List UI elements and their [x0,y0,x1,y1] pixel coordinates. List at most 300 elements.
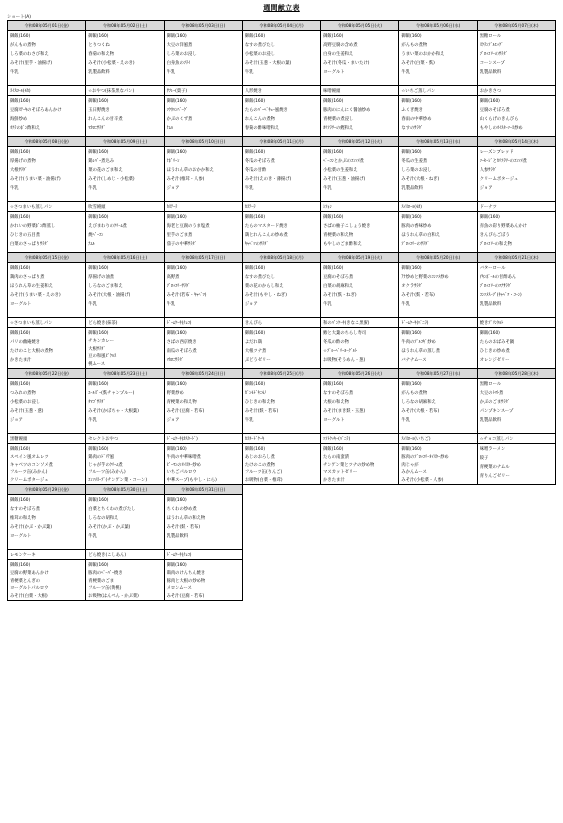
menu-item: 冬瓜の酢の物 [323,340,349,345]
day-date: 令和08年05月03日(日) [165,21,242,31]
menu-item: 乳製品飲料 [166,534,189,539]
menu-item: 青梗菜の和え物 [323,233,354,238]
snack-menu [165,550,242,560]
menu-item: 高野豆腐の含め煮 [323,43,358,48]
menu-item: 豚肉のﾌﾞﾛｯｺﾘｰｵｲｽﾀｰ炒め [401,454,449,460]
menu-item: ﾌﾞﾛｯｺﾘｰのﾂﾅｻﾗﾀﾞ [479,284,512,289]
menu-item: 小松菜のお浸し [10,400,41,405]
day-date: 令和08年05月15日(金) [8,253,85,263]
snack-menu [478,202,555,212]
day-date: 令和08年05月13日(水) [399,137,476,147]
menu-item: たらのﾊﾞｰﾍﾞｷｭｰ風焼き [244,108,288,113]
menu-item: 御飯(160) [166,447,187,452]
day-cell [478,369,556,485]
menu-item: 豆腐ｽﾃｰｷのそぼろあんかけ [10,108,62,113]
menu-item: ヨーグルト [10,302,32,307]
menu-item: なすの煮びたし [244,43,275,48]
menu-item: ジョア [479,186,493,191]
day-cell [478,137,556,253]
menu-item: ジョア [244,302,258,307]
menu-item: 御飯(160) [166,215,187,220]
menu-item: たらの南蛮漬 [323,454,349,460]
menu-item: ｶﾘﾌﾗﾜｰの鰹和え [323,126,354,131]
snack-menu [165,86,242,96]
menu-item: きんぴらごぼう [479,233,510,238]
day-date: 令和08年05月23日(土) [86,369,163,379]
menu-item: 牛乳 [323,302,332,307]
menu-item: 牛肉の中華味噌煮 [166,454,201,460]
snack-menu [8,86,85,96]
menu-item: 御飯(160) [166,382,187,387]
lunch-menu [8,147,85,202]
menu-item: 御飯(160) [244,331,265,336]
menu-item: 牛乳 [10,186,19,191]
menu-item: 御飯(160) [10,563,31,568]
snack-item: ☆さつまいも蒸しパン [10,204,53,210]
menu-item: みそ汁(玉葱・大根の葉) [244,61,292,66]
menu-item: 野菜炒め [166,391,184,396]
day-date: 令和08年05月31日(日) [165,485,242,495]
day-cell [86,137,164,253]
menu-item: 玉日野焼き [88,108,110,113]
menu-item: 鶏とれんこんの炒め煮 [244,233,288,238]
day-date: 令和08年05月06日(水) [399,21,476,31]
empty-cell [399,485,477,601]
menu-item: ほうれん草の和え物 [166,516,206,521]
menu-item: 黒糖ロール [479,382,502,387]
menu-item: 春菊の酢味噌和え [244,126,280,131]
menu-item: ｷｬﾍﾞﾂのｻﾗﾀﾞ [244,242,269,247]
lunch-menu [243,263,320,318]
menu-item: バターロール [479,266,506,271]
menu-item: がんもの煮物 [401,391,428,396]
dinner-menu [321,212,398,252]
lunch-menu [321,31,398,86]
snack-item: ｶｽﾃｰﾗ [244,204,256,210]
snack-item: ☆さつまいも蒸しパン [10,320,53,326]
menu-item: 御飯(160) [244,34,265,39]
menu-item: しろ菜のお浸し [401,168,432,173]
menu-item: みそ汁(かぶ・かぶ葉) [10,525,53,530]
menu-item: 春雨の中華炒め [401,117,432,122]
menu-item: みそ汁(かぼちゃ・大根葉) [88,409,139,414]
menu-item: 御飯(160) [166,34,187,39]
menu-item: 鶏肉のけんちん焼き [166,570,206,576]
menu-item: みそ汁(かぶ・かぶ葉) [88,525,131,530]
menu-item: なすのｻﾗﾀﾞ [401,126,423,131]
menu-item: 高野煮 [166,275,180,280]
menu-item: 白菜とちくわの煮びたし [88,507,136,512]
menu-item: 御飯(160) [88,498,109,503]
dinner-menu [321,328,398,368]
menu-item: スペイン風オムレツ [10,454,49,460]
dinner-menu [165,328,242,368]
day-date: 令和08年05月29日(金) [8,485,85,495]
lunch-menu [321,379,398,434]
snack-menu [478,318,555,328]
menu-item: マスカットゼリー [323,470,358,476]
menu-item: 牛乳 [88,534,97,539]
dinner-menu [8,560,85,600]
menu-item: みそ汁(冬瓜・まいたけ) [323,61,370,66]
snack-menu [8,202,85,212]
menu-item: がんもの煮物 [10,43,36,48]
menu-item: かぶのごまｻﾗﾀﾞ [479,400,510,405]
menu-item: 春菊の和え物 [88,52,115,57]
menu-item: 御飯(160) [244,447,265,452]
menu-item: フルーツ缶(みかん) [88,470,126,476]
day-date: 令和08年05月16日(土) [86,253,163,263]
snack-menu [321,318,398,328]
menu-item: 御飯(160) [88,99,109,104]
menu-item: ﾁｷﾝﾎﾞｰﾙの甘酢あん [479,275,517,280]
menu-item: 冬瓜の甘酢 [244,168,267,173]
menu-item: パンプキンスープ [479,409,514,414]
dinner-menu [478,328,555,368]
menu-item: 菜の花のからし和え [244,284,284,289]
menu-item: ｿｰｾｰｼﾞとｶﾘﾌﾗﾜｰのｺﾝｿﾒ煮 [479,159,527,164]
menu-item: ﾀﾏｺﾞｻﾗﾀﾞ [88,400,106,405]
menu-item: パリの幽庵焼き [10,340,41,345]
lunch-menu [399,31,476,86]
day-cell [399,253,477,369]
snack-menu [86,550,163,560]
menu-item: よだれ鶏 [244,340,263,345]
snack-item: ｽｲｽﾛｰﾙ(ﾓｶ) [401,204,422,210]
day-date: 令和08年05月26日(火) [321,369,398,379]
menu-item: 大豆の洋風煮 [166,43,193,48]
menu-item: 御飯(160) [401,447,422,452]
snack-item: おかきさつ [479,88,502,94]
menu-item: みそ汁(しめじ・小松菜) [88,177,135,182]
menu-item: 豚肉のにんにく醤油炒め [323,108,371,113]
menu-item: もやしのごま酢和え [323,242,362,247]
day-date: 令和08年05月12日(火) [321,137,398,147]
menu-item: とりつくね [88,43,110,48]
snack-menu [321,434,398,444]
day-cell [478,253,556,369]
menu-item: ｴｰﾙｽﾞｰ(麩チャンプルー) [88,391,135,396]
menu-item: 小松菜の生姜和え [323,168,358,173]
menu-item: なすの煮びたし [244,275,275,280]
menu-item: 青梗菜の煮浸し [323,117,354,122]
menu-item: 味噌ラーメン [479,447,506,452]
menu-item: ｶﾞﾝﾓﾄﾞｷﾆﾓﾉ [244,391,267,396]
menu-item: みそ汁(うまい菜・油揚げ) [10,177,61,182]
dinner-menu [86,560,163,600]
snack-menu [86,318,163,328]
menu-item: ヨーグルト [323,418,345,423]
lunch-menu [86,31,163,86]
snack-menu [321,86,398,96]
menu-item: みそ汁(白菜・麩) [401,61,435,66]
menu-item: 山くらげのきんぴら [479,117,519,122]
menu-item: 茄子の中華ｻﾗﾀﾞ [166,242,197,247]
menu-item: 豚肉のﾍﾟｰﾊﾟｰ焼き [88,570,123,576]
menu-item: 御飯(160) [10,382,31,387]
menu-item: 豆腐のそぼろ煮 [323,275,354,280]
lunch-menu [243,31,320,86]
menu-item: みそ汁(大根・油揚げ) [88,293,131,298]
snack-item: ｽｲｽﾛｰﾙ(いちご) [401,436,431,442]
lunch-menu [243,147,320,202]
dinner-menu [243,96,320,136]
menu-item: 御飯(160) [166,150,187,155]
menu-item: 御飯(160) [323,447,344,452]
menu-item: ｺﾝｿﾒｽｰﾌﾟ(ｷｬﾍﾞﾂ・ｺｰﾝ) [479,293,522,298]
menu-item: 御飯(160) [323,99,344,104]
menu-item: ﾅﾑﾙ [88,242,95,247]
menu-item: みそ汁(大根・ねぎ) [401,177,440,182]
lunch-menu [165,147,242,202]
menu-item: 椎茸の和え物 [10,516,36,521]
day-cell [86,253,164,369]
day-date: 令和08年05月30日(土) [86,485,163,495]
day-cell [243,137,321,253]
snack-item: 焼きﾌﾟﾘﾝﾀﾙﾄ [479,320,504,326]
menu-item: ひじきの和え物 [244,400,275,405]
menu-item: 御飯(160) [88,34,109,39]
snack-menu [478,86,555,96]
menu-item: 乳製品飲料 [479,418,502,423]
menu-item: 御飯(160) [401,150,422,155]
day-cell [321,137,399,253]
day-cell [399,369,477,485]
day-date: 令和08年05月25日(月) [243,369,320,379]
menu-item: 御飯(160) [323,382,344,387]
menu-item: みそ汁(豆腐・若布) [166,594,205,600]
day-cell [399,137,477,253]
dinner-menu [243,212,320,252]
day-date: 令和08年05月19日(火) [321,253,398,263]
menu-item: ふくぎ焼き [401,108,423,113]
menu-item: 牛乳 [166,70,176,75]
empty-cell [478,485,556,601]
menu-item: 牛乳 [401,70,411,75]
menu-item: れんこんの煮物 [244,117,275,122]
snack-menu [165,434,242,444]
lunch-menu [86,379,163,434]
snack-item: セレクトおやつ [88,436,119,442]
menu-item: お吸物(白菜・椎茸) [244,478,283,484]
menu-item: バナナムース [401,358,427,363]
day-cell [165,369,243,485]
snack-item: 人形焼き [244,88,263,94]
menu-item: 青りんごゼリー [479,474,510,479]
menu-item: 青梗菜の和え物 [166,400,197,405]
menu-item: 御飯(160) [10,447,31,452]
snack-item: レモンケーキ [10,552,36,558]
snack-menu [8,318,85,328]
day-date: 令和08年05月05日(火) [321,21,398,31]
menu-item: ｺﾝｿﾒｽｰﾌﾟ(チンゲン菜・コーン) [88,478,148,484]
snack-menu [165,202,242,212]
lunch-menu [478,379,555,434]
menu-item: れんこんの甘辛煮 [88,117,123,122]
menu-item: みそ汁(玉葱・油揚げ) [323,177,366,182]
snack-item: 吹雪饅頭 [88,204,106,210]
menu-item: 牛乳 [401,302,411,307]
lunch-menu [86,147,163,202]
menu-item: 牛乳 [10,70,19,75]
menu-item: さばの柚子こしょう焼き [323,224,371,229]
menu-item: 御飯(160) [10,266,31,271]
snack-menu [8,434,85,444]
dinner-menu [478,96,555,136]
snack-item: 和のﾊﾟﾝｹｰｷ(きなこ黒蜜) [323,320,370,326]
lunch-menu [478,263,555,318]
dinner-menu [8,212,85,252]
menu-item: 牛乳 [88,186,97,191]
menu-item: 豆の和風ﾋﾟｸﾙｽ [88,354,117,360]
snack-menu [86,434,163,444]
day-cell [165,137,243,253]
menu-item: 冬瓜のそぼろ煮 [244,159,275,164]
snack-item: どら焼き(抹茶) [88,320,118,326]
menu-item: みそ汁(麩・若布) [401,293,435,298]
menu-item: たらのマスタード焼き [244,224,288,229]
menu-item: コーンスープ [479,61,505,66]
menu-item: 御飯(160) [166,498,187,503]
menu-item: みそ汁(麩・ねぎ) [323,293,357,298]
menu-item: 菜の花のごま和え [88,168,123,173]
dinner-menu [86,96,163,136]
day-cell [86,485,164,601]
dinner-menu [165,444,242,484]
snack-menu [243,318,320,328]
menu-item: ｵｸﾗのﾎﾞﾝ酢和え [10,126,41,131]
menu-item: しろ菜のお浸し [166,52,197,57]
lunch-menu [165,495,242,550]
menu-item: ﾅﾎﾟﾘｰﾝ [166,159,180,164]
dinner-menu [399,96,476,136]
menu-item: 厚揚げの油煮 [88,275,115,280]
menu-item: つみれの煮物 [10,391,36,396]
snack-item: ドーナツ [479,204,497,210]
day-date: 令和08年05月24日(日) [165,369,242,379]
menu-item: 御飯(160) [88,266,109,271]
menu-item: 牛肉のﾌﾟﾙｺｷﾞ炒め [401,340,436,345]
menu-item: 牛乳 [244,418,254,423]
day-date: 令和08年05月11日(月) [243,137,320,147]
lunch-menu [8,379,85,434]
menu-item: ﾋﾟｰﾏﾝのｵｲｽﾀｰ炒め [166,462,201,468]
menu-item: 青梗菜とんぎの [10,578,41,584]
menu-item: えびまわりのｸﾘｰﾑ煮 [88,224,127,229]
menu-item: みそ汁(大根・若布) [401,409,440,414]
dinner-menu [321,96,398,136]
menu-item: 海鮮炒め [10,117,28,122]
menu-item: たけのこの煮物 [244,462,275,468]
day-cell [165,485,243,601]
menu-item: みそ汁(小松菜・人参) [401,478,444,484]
menu-item: 御飯(160) [10,331,31,336]
menu-item: フルーツ缶(りんご) [244,470,283,476]
day-cell [321,21,399,137]
snack-item: ｶｽﾃｰﾗ [166,204,178,210]
menu-item: 牛乳 [88,418,97,423]
menu-item: 大根の和え物 [323,400,349,405]
menu-item: 御飯(160) [10,215,31,220]
menu-item: ﾅﾑﾙ [166,126,174,131]
menu-item: みそ汁(麩・若布) [166,525,200,530]
day-cell [399,21,477,137]
snack-item: 黒糖饅頭 [10,436,28,442]
dinner-menu [8,96,85,136]
snack-item: ﾄﾞｰﾑｹｰｷ(ﾁｮｺ) [166,320,192,326]
menu-item: 御飯(160) [166,563,187,568]
day-cell [243,21,321,137]
menu-item: ﾏｶﾛﾆｻﾗﾀﾞ [166,358,184,363]
menu-item: 御飯(160) [479,215,500,220]
menu-item: お吸物(そうめん・葱) [323,358,366,363]
menu-item: かぶのくず煮 [166,117,193,122]
dinner-menu [243,444,320,484]
menu-item: 御飯(160) [244,99,265,104]
menu-item: ほうれん草の蒸し煮 [401,349,441,354]
snack-item: ｽｲｽﾛｰﾙ(ﾓｶ) [10,88,31,94]
menu-item: たらのおばみそ鍋 [479,340,515,345]
menu-item: 御飯(160) [88,331,109,336]
day-date: 令和08年05月22日(金) [8,369,85,379]
lunch-menu [321,147,398,202]
menu-item: ひじきの五目煮 [10,233,41,238]
snack-menu [399,318,476,328]
menu-item: 乳製品飲料 [88,70,110,75]
menu-item: 鶏肉のさっぱり煮 [10,275,45,280]
menu-item: 御飯(160) [166,266,187,271]
menu-item: しろなの胡和え [88,516,119,521]
menu-group-label: ショート(A) [7,15,31,20]
menu-item: 御飯(160) [244,266,265,271]
lunch-menu [165,263,242,318]
menu-item: ﾌﾞﾛｯｺﾘｰｻﾗﾀﾞ [166,284,191,289]
menu-item: キャベツのコンソメ煮 [10,462,53,468]
snack-menu [243,202,320,212]
menu-item: いちごパルロウ [166,470,197,476]
snack-menu [399,86,476,96]
dinner-menu [321,444,398,484]
dinner-menu [399,212,476,252]
day-date: 令和08年05月01日(金) [8,21,85,31]
menu-item: 里芋のごま煮 [166,233,193,238]
menu-item: ﾂｸﾈﾊﾝﾊﾞｰｸﾞ [166,108,189,113]
menu-item: 鯵と大葉のちらし寿司 [323,331,367,336]
day-cell [321,369,399,485]
day-cell [8,137,86,253]
day-cell [8,369,86,485]
menu-item: 人参ｻﾗﾀﾞ [479,168,497,173]
menu-item: ｱﾅ炒めと野菜のｺﾝｿﾒ炒め [401,275,449,280]
day-cell [478,21,556,137]
day-cell [8,485,86,601]
menu-item: 御飯(160) [166,99,187,104]
menu-item: みそ汁(里芋・油揚げ) [10,61,53,66]
dinner-menu [478,444,555,484]
menu-item: 御飯(160) [323,34,344,39]
day-date: 令和08年05月04日(月) [243,21,320,31]
menu-item: 御飯(160) [244,215,265,220]
menu-item: クリームポタージュ [479,177,519,182]
menu-item: 桃ムース [88,362,106,368]
menu-item: 黒糖ロール [479,34,502,39]
menu-item: クリームポタージュ [10,478,49,484]
menu-item: 牛乳 [244,70,254,75]
menu-item: 御飯(160) [401,382,422,387]
day-cell [8,21,86,137]
menu-item: 焼ﾍﾟｰｺﾝ [88,233,104,238]
menu-item: 白身の生姜和え [323,52,354,57]
